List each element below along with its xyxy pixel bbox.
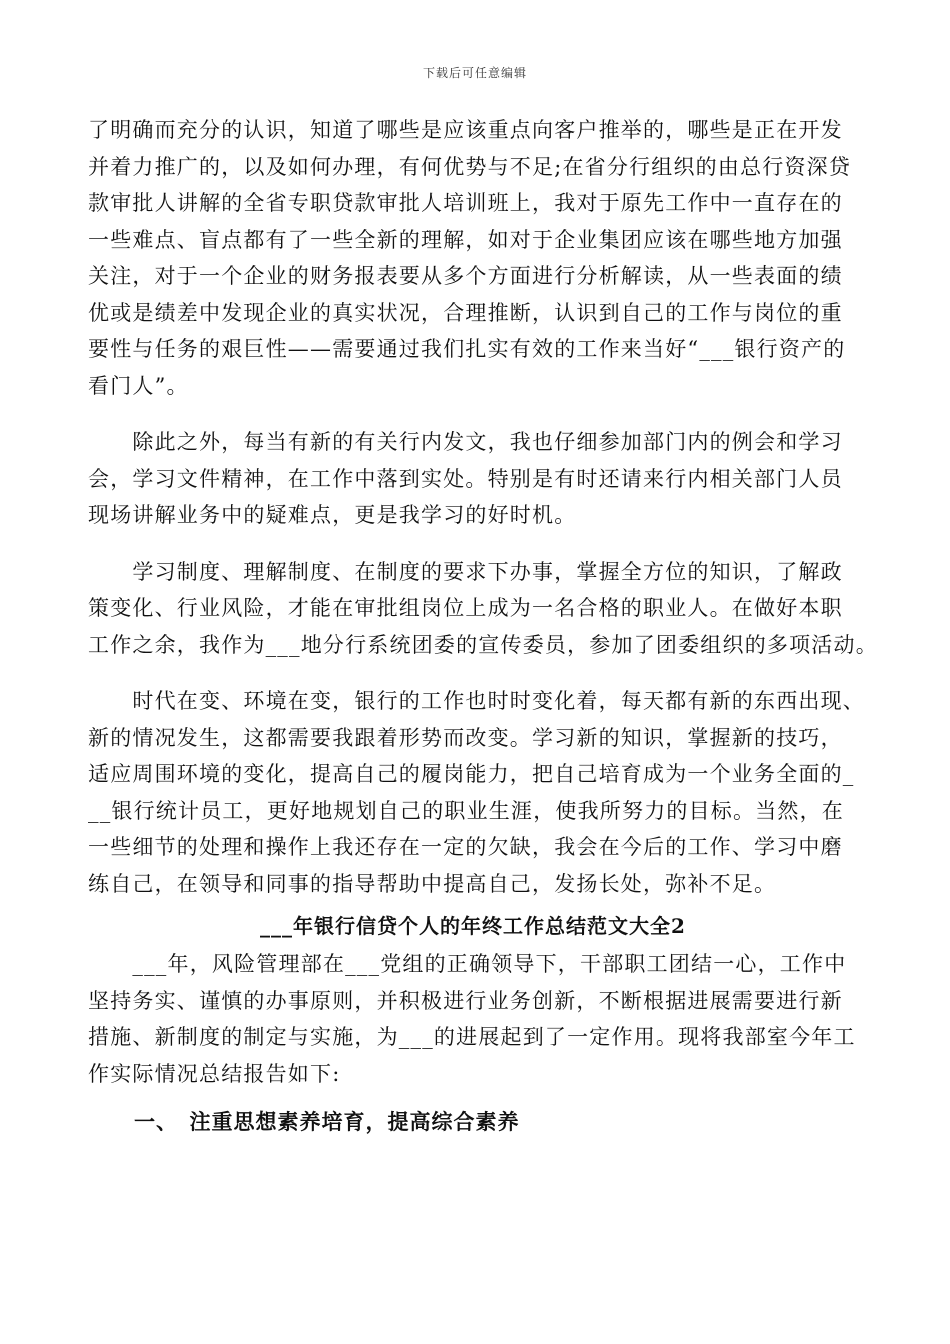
text-line: 措施、新制度的制定与实施，为___的进展起到了一定作用。现将我部室今年工 <box>88 1025 856 1049</box>
text-line: 一些细节的处理和操作上我还存在一定的欠缺，我会在今后的工作、学习中磨 <box>88 835 843 859</box>
text-line: ___年，风险管理部在___党组的正确领导下，干部职工团结一心，工作中 <box>88 952 847 976</box>
text-line: 关注，对于一个企业的财务报表要从多个方面进行分析解读，从一些表面的绩 <box>88 264 843 288</box>
text-line: 作实际情况总结报告如下: <box>88 1061 341 1086</box>
paragraph-2 <box>88 424 858 534</box>
text-line: 新的情况发生，这都需要我跟着形势而改变。学习新的知识，掌握新的技巧， <box>88 725 843 750</box>
text-line: 除此之外，每当有新的有关行内发文，我也仔细参加部门内的例会和学习 <box>88 430 843 454</box>
text-line: 练自己，在领导和同事的指导帮助中提高自己，发扬长处，弥补不足。 <box>88 871 777 896</box>
text-line: 看门人”。 <box>88 373 189 398</box>
paragraph-3 <box>88 554 878 664</box>
section-title: ___年银行信贷个人的年终工作总结范文大全2 <box>260 914 686 938</box>
text-line: 款审批人讲解的全省专职贷款审批人培训班上，我对于原先工作中一直存在的 <box>88 191 843 215</box>
text-line: 并着力推广的，以及如何办理，有何优势与不足;在省分行组织的由总行资深贷 <box>88 154 852 179</box>
text-line: 策变化、行业风险，才能在审批组岗位上成为一名合格的职业人。在做好本职 <box>88 596 843 620</box>
text-line: 会，学习文件精神，在工作中落到实处。特别是有时还请来行内相关部门人员 <box>88 466 843 491</box>
text-line: 适应周围环境的变化，提高自己的履岗能力，把自己培育成为一个业务全面的_ <box>88 762 855 786</box>
text-line: 工作之余，我作为___地分行系统团委的宣传委员，参加了团委组织的多项活动。 <box>88 632 878 657</box>
paragraph-4 <box>88 683 865 902</box>
text-line: 学习制度、理解制度、在制度的要求下办事，掌握全方位的知识，了解政 <box>88 559 843 584</box>
text-line: 了明确而充分的认识，知道了哪些是应该重点向客户推举的，哪些是正在开发 <box>88 118 843 142</box>
subsection-heading: 一、 注重思想素养培育，提高综合素养 <box>134 1109 520 1134</box>
text-line: 现场讲解业务中的疑难点，更是我学习的好时机。 <box>88 503 577 527</box>
text-line: 时代在变、环境在变，银行的工作也时时变化着，每天都有新的东西出现、 <box>88 689 865 713</box>
text-line: __银行统计员工，更好地规划自己的职业生涯，使我所努力的目标。当然，在 <box>88 798 844 823</box>
text-line: 要性与任务的艰巨性——需要通过我们扎实有效的工作来当好“___银行资产的 <box>88 337 846 361</box>
text-line: 一些难点、盲点都有了一些全新的理解，如对于企业集团应该在哪些地方加强 <box>88 227 843 252</box>
document-body <box>88 112 878 1142</box>
intro-paragraph <box>88 946 858 1092</box>
page-header: 下载后可任意编辑 <box>422 66 527 80</box>
paragraph-1 <box>88 112 858 404</box>
text-line: 优或是绩差中发现企业的真实状况，合理推断，认识到自己的工作与岗位的重 <box>88 300 843 325</box>
text-line: 坚持务实、谨慎的办事原则，并积极进行业务创新，不断根据进展需要进行新 <box>88 988 843 1013</box>
